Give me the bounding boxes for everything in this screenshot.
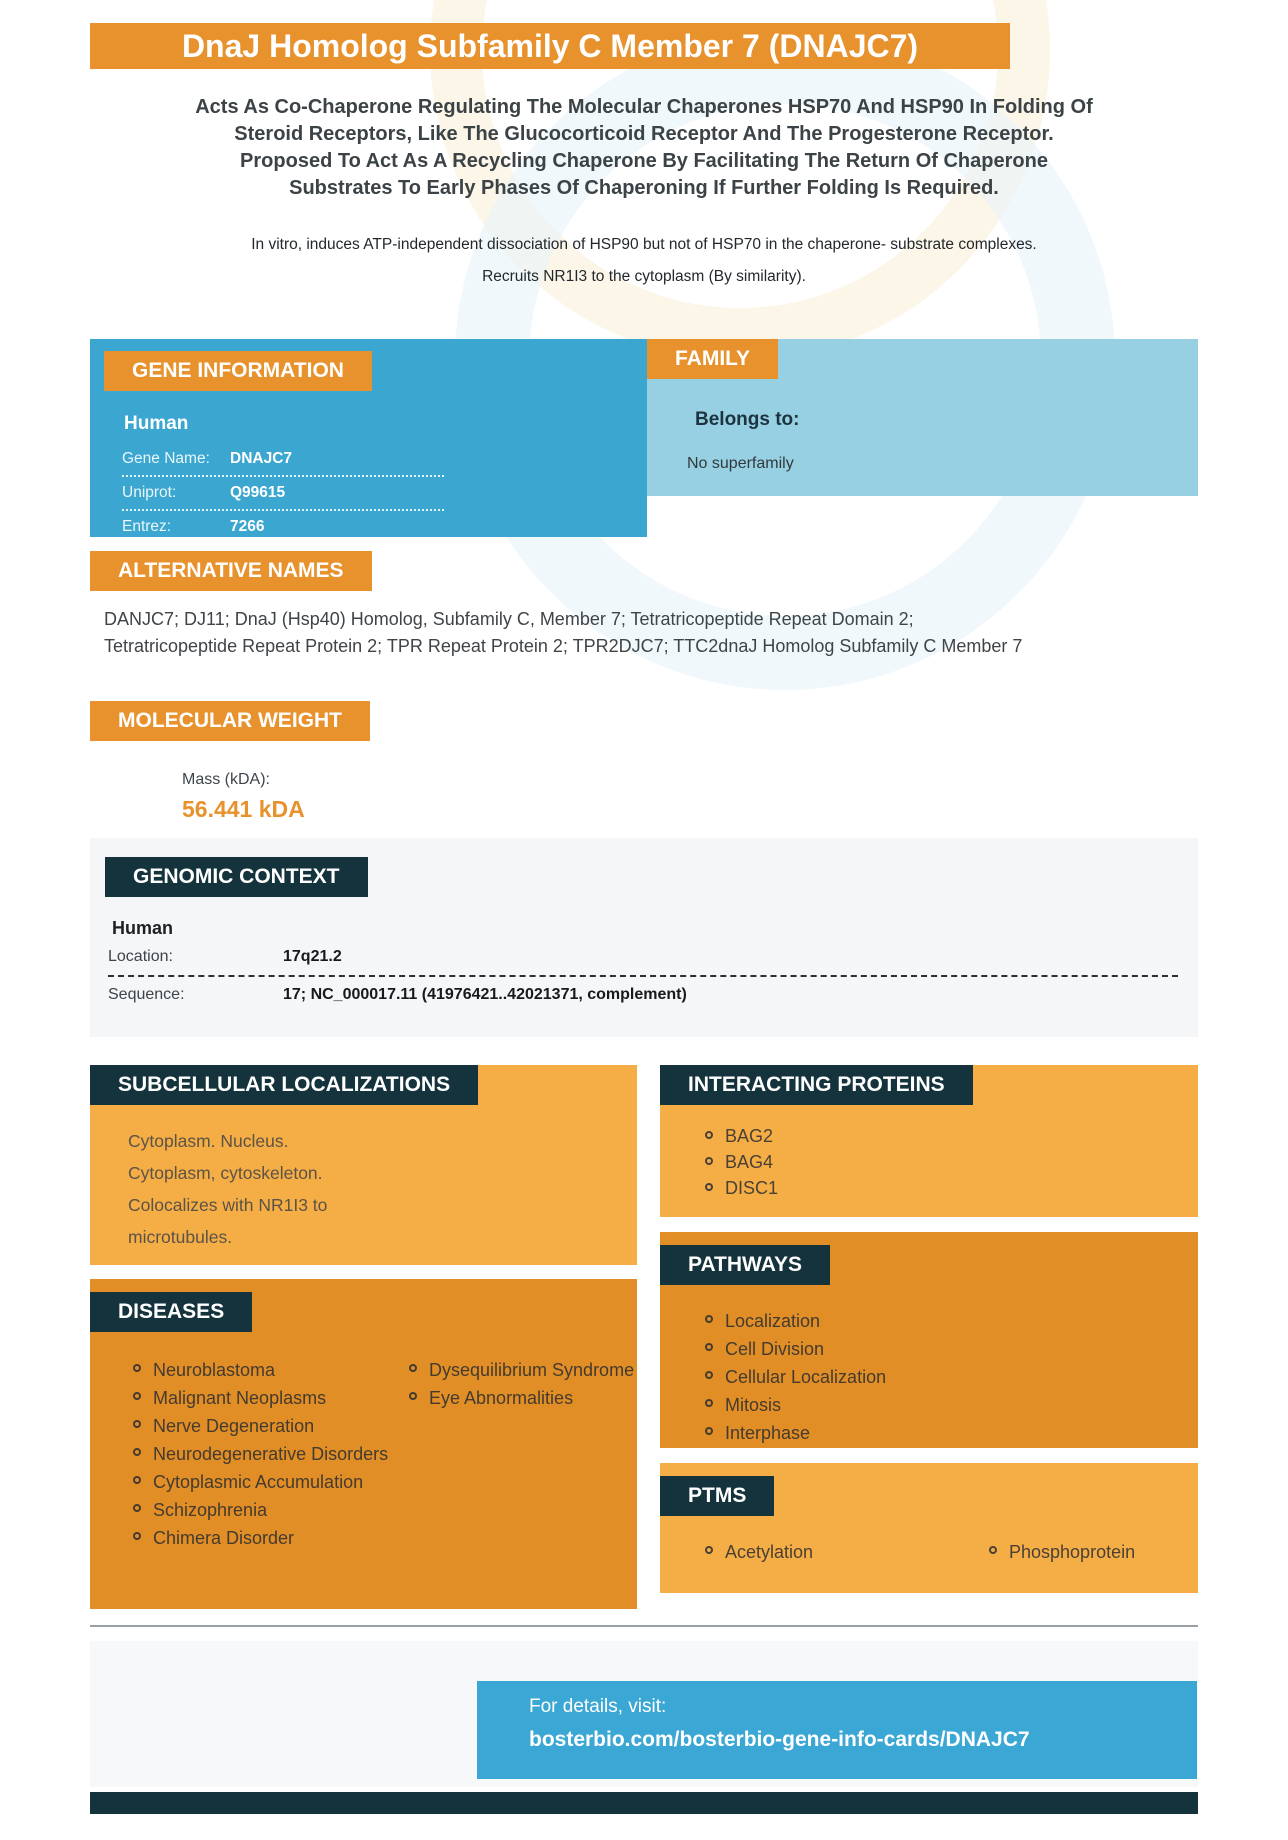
list-item-label: Malignant Neoplasms xyxy=(153,1388,327,1408)
ptms-box xyxy=(660,1463,1198,1593)
entrez-row xyxy=(122,509,444,543)
subcellular-localizations-heading: SUBCELLULAR LOCALIZATIONS xyxy=(90,1065,478,1105)
bullet-circle-icon xyxy=(705,1427,713,1435)
left-column xyxy=(90,1065,637,1609)
subcellular-localizations-text xyxy=(128,1125,637,1253)
pathways-box xyxy=(660,1232,1198,1448)
bullet-circle-icon xyxy=(705,1399,713,1407)
footer-panel xyxy=(90,1641,1198,1787)
gene-information-heading: GENE INFORMATION xyxy=(104,351,372,391)
diseases-heading: DISEASES xyxy=(90,1292,252,1332)
gene-name-value: DNAJC7 xyxy=(230,450,293,467)
visit-label: For details, visit: xyxy=(529,1696,667,1717)
list-item xyxy=(705,1149,1198,1175)
page-title: DnaJ Homolog Subfamily C Member 7 (DNAJC7) xyxy=(90,23,1010,69)
info-boxes-grid xyxy=(90,1065,1198,1609)
list-item-label: Neurodegenerative Disorders xyxy=(153,1444,389,1464)
list-item-label: Acetylation xyxy=(725,1542,814,1562)
molecular-weight-heading: MOLECULAR WEIGHT xyxy=(90,701,370,741)
bullet-circle-icon xyxy=(705,1315,713,1323)
function-note-line2: Recruits NR1I3 to the cytoplasm (By similarity). xyxy=(482,268,806,285)
list-item-label: Phosphoprotein xyxy=(1009,1542,1136,1562)
list-item-label: Dysequilibrium Syndrome xyxy=(429,1360,635,1380)
uniprot-row xyxy=(122,475,444,509)
entrez-value: 7266 xyxy=(230,518,265,535)
details-link-box xyxy=(477,1681,1197,1779)
family-heading: FAMILY xyxy=(647,339,778,379)
pathways-list xyxy=(705,1307,1198,1447)
list-item-label: Cellular Localization xyxy=(725,1367,887,1387)
family-box xyxy=(647,339,1198,496)
list-item-label: BAG2 xyxy=(725,1126,774,1146)
list-item-label: Localization xyxy=(725,1311,821,1331)
function-note xyxy=(90,229,1198,293)
list-item-label: Nerve Degeneration xyxy=(153,1416,315,1436)
gene-name-row xyxy=(122,443,444,475)
bullet-circle-icon xyxy=(705,1183,713,1191)
bullet-circle-icon xyxy=(705,1546,713,1554)
diseases-box xyxy=(90,1279,637,1609)
list-item xyxy=(133,1468,409,1496)
mass-label: Mass (kDA): xyxy=(182,771,270,788)
list-item xyxy=(409,1384,637,1412)
location-label: Location: xyxy=(108,948,173,965)
list-item xyxy=(705,1335,1198,1363)
list-item-label: DISC1 xyxy=(725,1178,779,1198)
subcellular-localizations-box xyxy=(90,1065,637,1265)
bullet-circle-icon xyxy=(133,1504,141,1512)
mass-value: 56.441 kDA xyxy=(182,796,305,822)
list-item-label: Schizophrenia xyxy=(153,1500,268,1520)
list-item xyxy=(133,1524,409,1552)
list-item xyxy=(133,1384,409,1412)
list-item-label: Chimera Disorder xyxy=(153,1528,295,1548)
species-label: Human xyxy=(124,413,189,434)
bullet-circle-icon xyxy=(409,1364,417,1372)
bullet-circle-icon xyxy=(133,1392,141,1400)
list-item xyxy=(989,1538,1198,1566)
list-item xyxy=(705,1123,1198,1149)
bullet-circle-icon xyxy=(705,1157,713,1165)
list-item xyxy=(409,1356,637,1384)
list-item-label: Cytoplasmic Accumulation xyxy=(153,1472,364,1492)
genomic-context-heading: GENOMIC CONTEXT xyxy=(105,857,368,897)
list-item xyxy=(133,1412,409,1440)
diseases-column-2 xyxy=(409,1356,637,1552)
details-url-link[interactable]: bosterbio.com/bosterbio-gene-info-cards/DNAJC7 xyxy=(529,1728,1030,1751)
subcellular-line: Colocalizes with NR1I3 to xyxy=(128,1195,328,1215)
uniprot-label: Uniprot: xyxy=(122,484,177,501)
bullet-circle-icon xyxy=(133,1364,141,1372)
list-item xyxy=(705,1175,1198,1201)
alternative-names-line2: Tetratricopeptide Repeat Protein 2; TPR Repeat Protein 2; TPR2DJC7; TTC2dnaJ Homolog Subfamily C Member 7 xyxy=(104,636,1023,656)
alternative-names-line1: DANJC7; DJ11; DnaJ (Hsp40) Homolog, Subfamily C, Member 7; Tetratricopeptide Repeat Domain 2; xyxy=(104,609,914,629)
sequence-label: Sequence: xyxy=(108,986,185,1003)
list-item-label: BAG4 xyxy=(725,1152,774,1172)
gene-family-row xyxy=(90,339,1198,537)
bullet-circle-icon xyxy=(133,1532,141,1540)
bullet-circle-icon xyxy=(133,1476,141,1484)
ptms-heading: PTMS xyxy=(660,1476,774,1516)
subcellular-line: microtubules. xyxy=(128,1227,233,1247)
diseases-list xyxy=(133,1356,637,1552)
bullet-circle-icon xyxy=(133,1420,141,1428)
alternative-names-text xyxy=(104,606,1114,660)
interacting-proteins-heading: INTERACTING PROTEINS xyxy=(660,1065,973,1105)
footer-divider xyxy=(90,1625,1198,1627)
list-item-label: Neuroblastoma xyxy=(153,1360,276,1380)
list-item-label: Cell Division xyxy=(725,1339,825,1359)
right-column xyxy=(660,1065,1198,1593)
gene-information-box xyxy=(90,339,647,537)
location-value: 17q21.2 xyxy=(283,948,342,965)
pathways-heading: PATHWAYS xyxy=(660,1245,830,1285)
list-item xyxy=(705,1307,1198,1335)
list-item xyxy=(705,1419,1198,1447)
function-summary: Acts As Co-Chaperone Regulating The Molecular Chaperones HSP70 And HSP90 In Folding Of Steroid Receptors, Like The Glucocorticoid Receptor And The Progesterone Receptor. Proposed To Act As A Recycling Chaperone By Facilitating The Return Of Chaperone Substrates To Early Phases Of Chaperoning If Further Folding Is Required. xyxy=(195,96,1093,199)
superfamily-value: No superfamily xyxy=(687,455,794,472)
bottom-accent-bar xyxy=(90,1792,1198,1814)
gene-information-rows xyxy=(122,443,444,543)
bullet-circle-icon xyxy=(409,1392,417,1400)
list-item-label: Interphase xyxy=(725,1423,811,1443)
sequence-row xyxy=(108,977,1198,1013)
function-note-line1: In vitro, induces ATP-independent dissociation of HSP90 but not of HSP70 in the chaperone- substrate complexes. xyxy=(251,236,1037,253)
bullet-circle-icon xyxy=(705,1371,713,1379)
list-item-label: Mitosis xyxy=(725,1395,782,1415)
alternative-names-heading: ALTERNATIVE NAMES xyxy=(90,551,372,591)
list-item xyxy=(133,1356,409,1384)
list-item xyxy=(133,1440,409,1468)
diseases-column-1 xyxy=(133,1356,409,1552)
ptms-column-2 xyxy=(989,1538,1198,1566)
subcellular-line: Cytoplasm. Nucleus. xyxy=(128,1131,289,1151)
card-content xyxy=(90,0,1198,1814)
bullet-circle-icon xyxy=(705,1131,713,1139)
belongs-to-label: Belongs to: xyxy=(695,409,800,430)
location-row xyxy=(108,939,1198,975)
ptms-column-1 xyxy=(705,1538,989,1566)
interacting-proteins-list xyxy=(705,1123,1198,1201)
list-item-label: Eye Abnormalities xyxy=(429,1388,574,1408)
ptms-list xyxy=(705,1538,1198,1566)
list-item xyxy=(133,1496,409,1524)
sequence-value: 17; NC_000017.11 (41976421..42021371, complement) xyxy=(283,986,687,1003)
list-item xyxy=(705,1391,1198,1419)
genomic-species-label: Human xyxy=(112,918,174,938)
list-item xyxy=(705,1538,989,1566)
bullet-circle-icon xyxy=(705,1343,713,1351)
bullet-circle-icon xyxy=(133,1448,141,1456)
bullet-circle-icon xyxy=(989,1546,997,1554)
interacting-proteins-box xyxy=(660,1065,1198,1217)
list-item xyxy=(705,1363,1198,1391)
subcellular-line: Cytoplasm, cytoskeleton. xyxy=(128,1163,323,1183)
entrez-label: Entrez: xyxy=(122,518,172,535)
uniprot-value: Q99615 xyxy=(230,484,286,501)
gene-name-label: Gene Name: xyxy=(122,450,210,467)
genomic-context-panel xyxy=(90,838,1198,1037)
